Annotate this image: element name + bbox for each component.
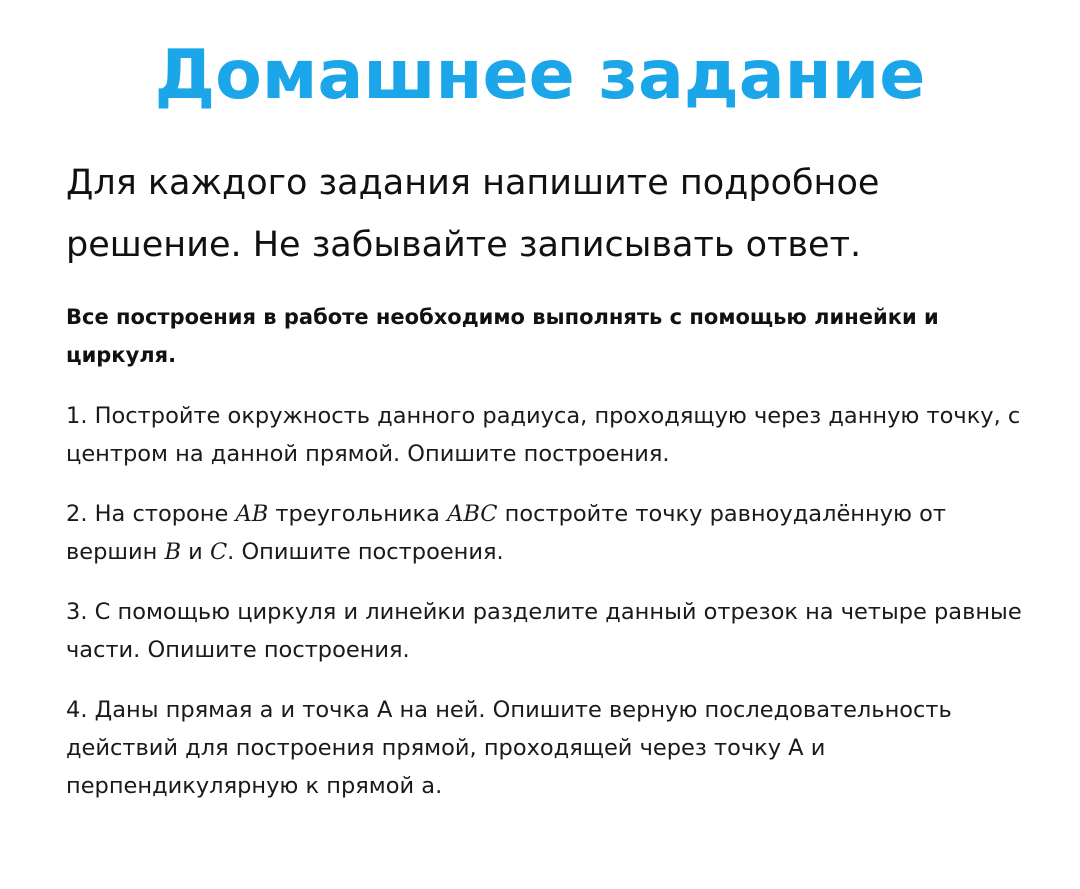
task-2-text-part-1: 2. На стороне	[66, 501, 236, 527]
task-2-text-part-4: и	[181, 539, 210, 565]
task-2	[66, 495, 1026, 571]
task-1: 1. Постройте окружность данного радиуса, проходящую через данную точку, с центром на данной прямой. Опишите построения.	[66, 403, 1021, 467]
page-title: Домашнее задание	[154, 36, 926, 115]
segment-ab-label: AB	[235, 501, 269, 527]
vertex-b-label: B	[164, 539, 182, 565]
triangle-abc-label: ABC	[447, 501, 498, 527]
task-3: 3. С помощью циркуля и линейки разделите данный отрезок на четыре равные части. Опишите построения.	[66, 599, 1022, 663]
task-2-text-part-2: треугольника	[268, 501, 448, 527]
task-2-text-part-3: постройте точку равноудалённую от вершин	[66, 501, 946, 565]
task-2-text-part-5: . Опишите построения.	[227, 539, 504, 565]
intro-text: Для каждого задания напишите подробное решение. Не забывайте записывать ответ.	[66, 163, 880, 265]
vertex-c-label: C	[209, 539, 228, 565]
construction-note: Все построения в работе необходимо выполнять с помощью линейки и циркуля.	[66, 305, 939, 367]
task-4: 4. Даны прямая а и точка А на ней. Опишите верную последовательность действий для построения прямой, проходящей через точку А и перпендикулярную к прямой а.	[66, 697, 952, 799]
